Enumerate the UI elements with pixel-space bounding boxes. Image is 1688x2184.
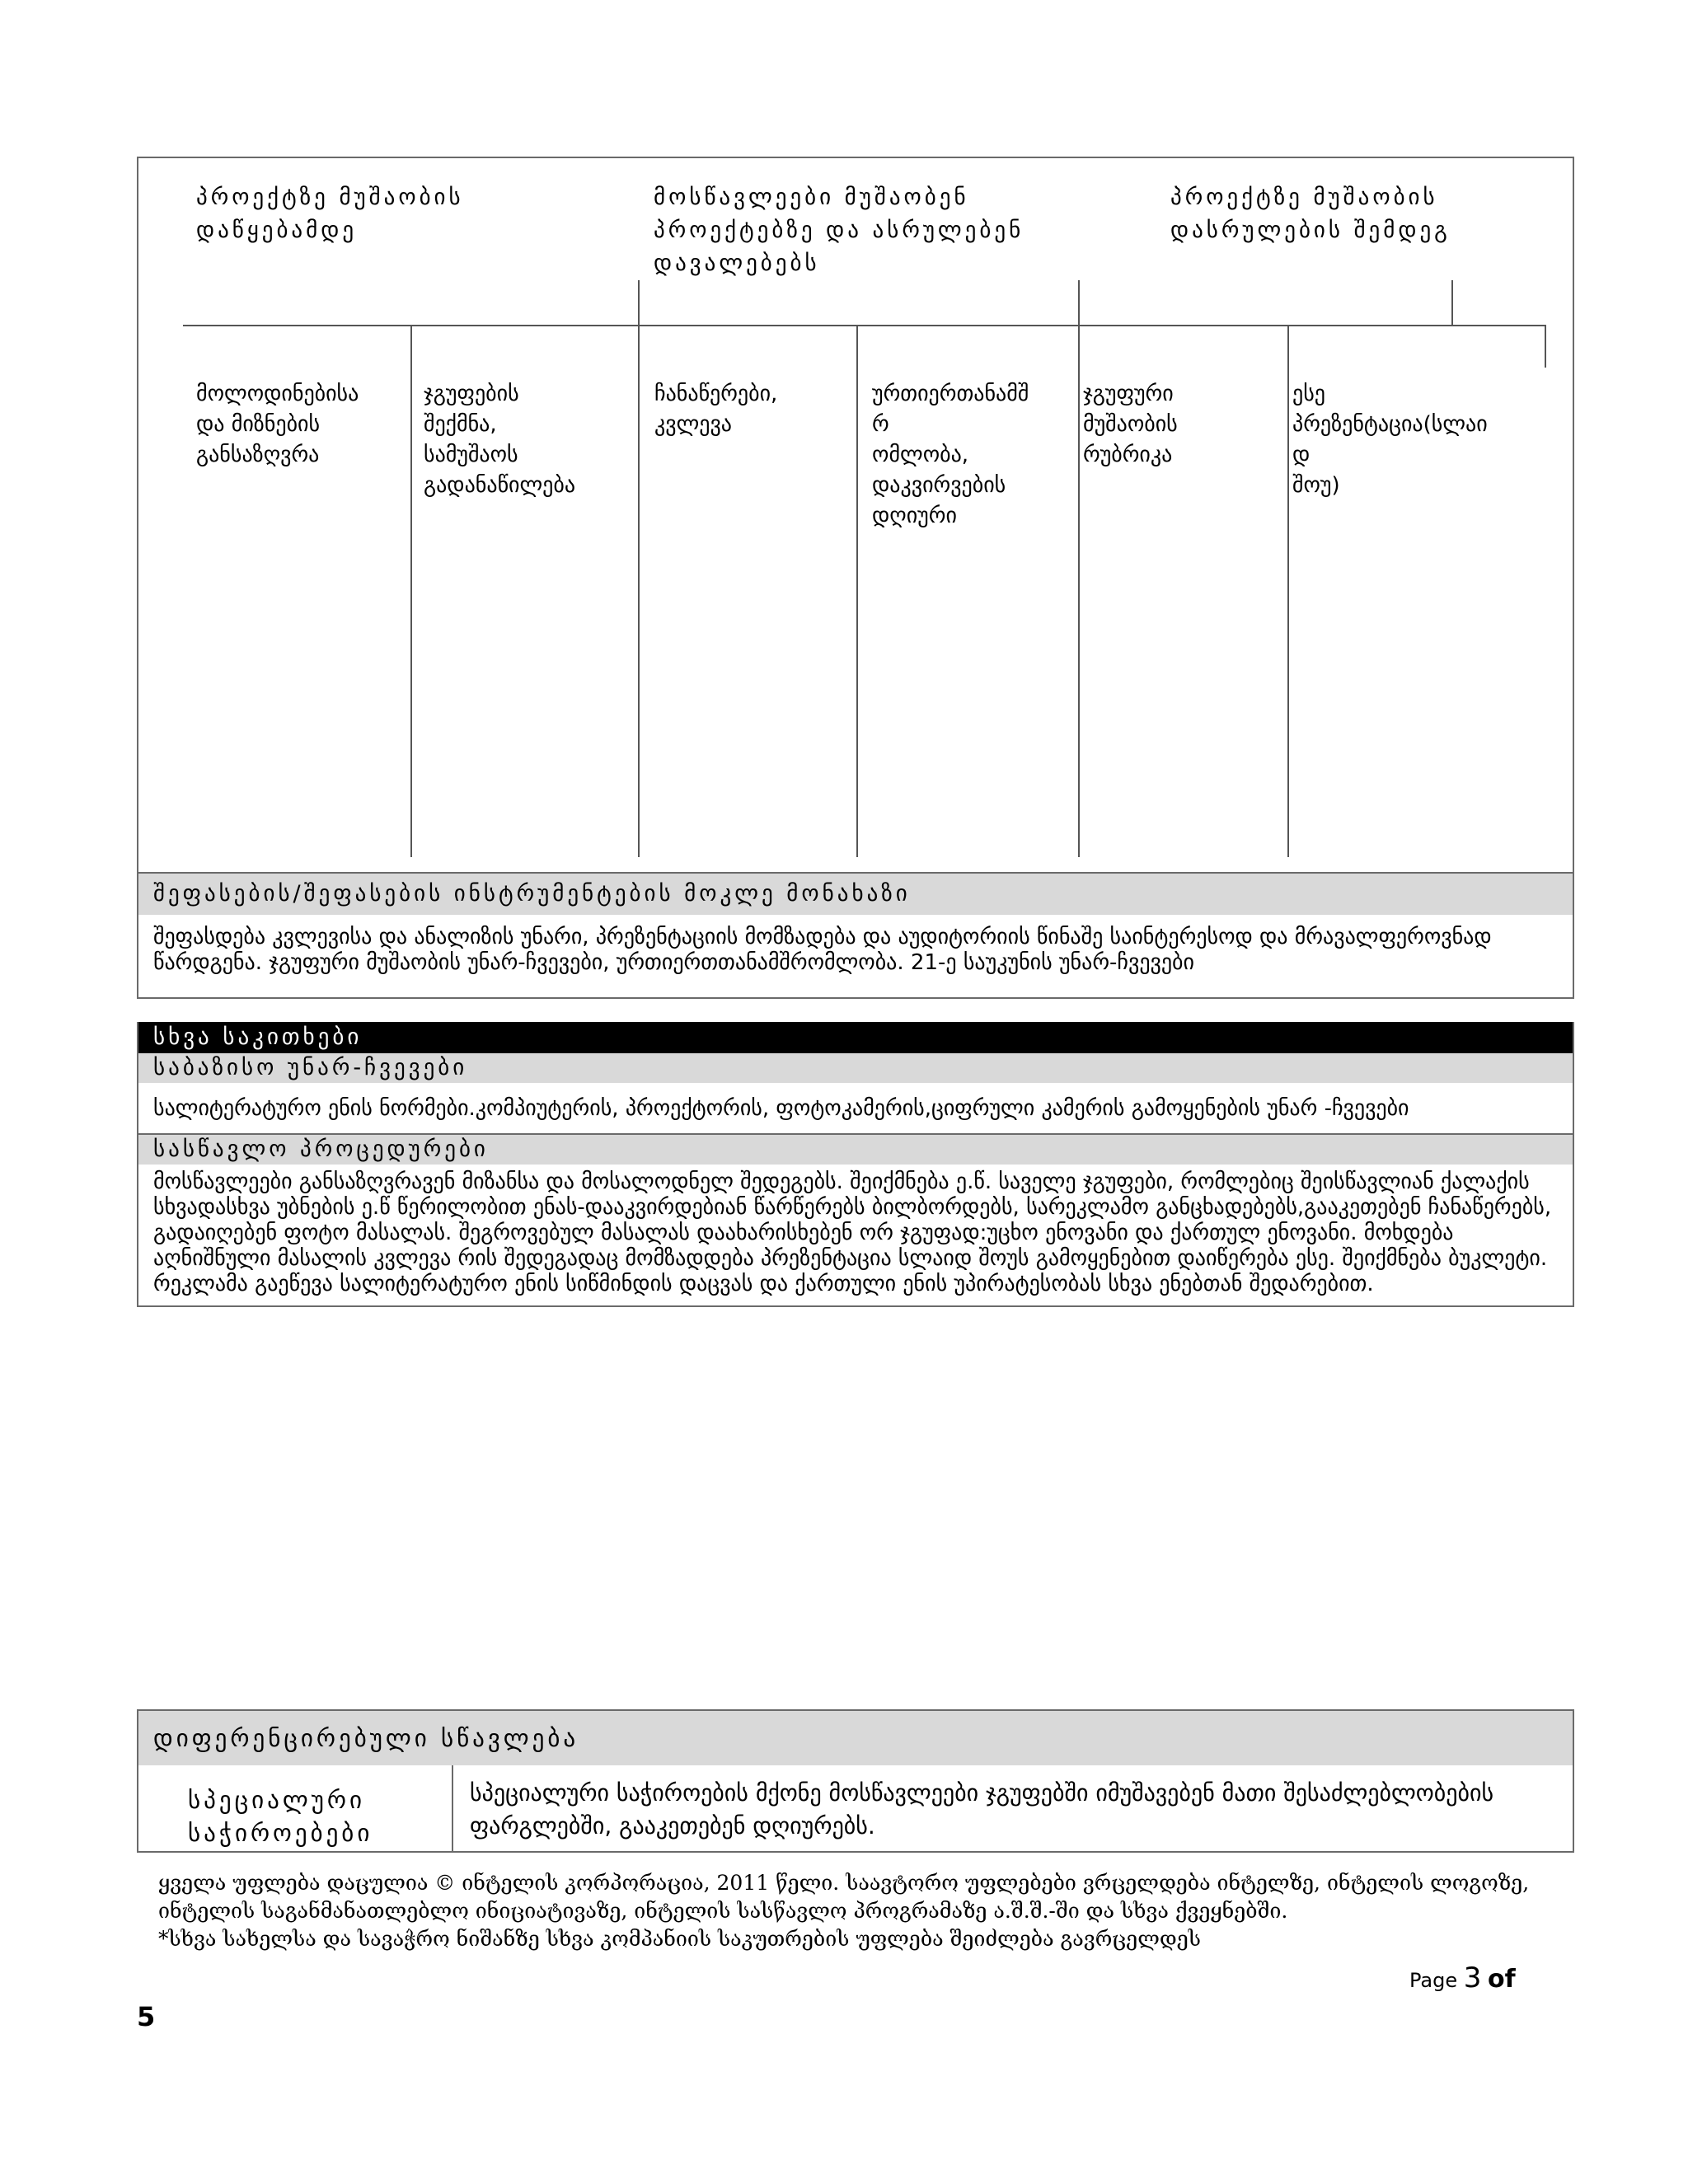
copyright-text: ყველა უფლება დაცულია © ინტელის კორპორაცია, 2011 წელი. საავტორო უფლებები ვრცელდება ინტელზე, ინტელის ლოგოზე, ინტელის საგანმანათლებლო ინიციატივაზე, ინტელის სასწავლო პროგრამაზე ა.შ.შ.-ში და სხვა ქვეყნებში. (158, 1871, 1530, 1923)
differentiated-divider (452, 1765, 453, 1853)
page-total: 5 (137, 2001, 156, 2032)
column-divider (856, 325, 858, 857)
basic-skills-header: საბაზისო უნარ-ჩვევები (138, 1053, 1573, 1083)
copyright-footer (158, 1869, 1576, 1953)
phase-divider (638, 280, 640, 326)
basic-skills-text: სალიტერატურო ენის ნორმები.კომპიუტერის, პროექტორის, ფოტოკამერის,ციფრული კამერის გამოყენების უნარ -ჩვევები (153, 1096, 1409, 1121)
other-header: სხვა საკითხები (138, 1022, 1573, 1053)
special-needs-label-line: საჭიროებები (188, 1819, 373, 1847)
cell-essay: ესე პრეზენტაცია(სლაი დ შოუ) (1292, 382, 1488, 498)
cell-notes: ჩანაწერები, კვლევა (654, 382, 778, 437)
other-section (137, 1022, 1574, 1307)
page-current: 3 (1463, 1961, 1482, 1994)
procedures-header: სასწავლო პროცედურები (138, 1133, 1573, 1165)
cell-rubric: ჯგუფური მუშაობის რუბრიკა (1083, 382, 1178, 467)
differentiated-header: დიფერენცირებული სწავლება (138, 1711, 1573, 1765)
phase-divider (1451, 280, 1453, 326)
cell-expectations: მოლოდინებისა და მიზნების განსაზღვრა (196, 382, 359, 467)
timeline-table (137, 157, 1574, 874)
column-divider (1287, 325, 1289, 857)
cell-groups: ჯგუფების შექმნა, სამუშაოს გადანაწილება (424, 382, 576, 498)
phase-divider (1078, 280, 1080, 326)
special-needs-label (188, 1783, 373, 1849)
column-divider (410, 325, 412, 857)
cell-collaboration: ურთიერთანამშ რ ომლობა, დაკვირვების დღიური (872, 382, 1029, 528)
trademark-text: *სხვა სახელსა და სავაჭრო ნიშანზე სხვა კომპანიის საკუთრების უფლება შეიძლება გავრცელდეს (158, 1927, 1201, 1951)
timeline-axis (183, 325, 1546, 326)
procedures-text: მოსწავლეები განსაზღვრავენ მიზანსა და მოსალოდნელ შედეგებს. შეიქმნება ე.წ. საველე ჯგუფები, რომლებიც შეისწავლიან ქალაქის სხვადასხვა უბნების ე.წ წერილობით ენას-დააკვირდებიან წარწერებს ბილბორდებს, სარეკლამო განცხადებებს,გააკეთებენ ჩანაწერებს, გადაიღებენ ფოტო მასალას. შეგროვებულ მასალას დაახარისხებენ ორ ჯგუფად:უცხო ენოვანი და ქართულ ენოვანი. მოხდება აღნიშნული მასალის კვლევა რის შედეგადაც მომზადდება პრეზენტაცია სლაიდ შოუს გამოყენებით დაიწერება ესე. შეიქმნება ბუკლეტი. რეკლამა გაეწევა სალიტერატურო ენის სიწმინდის დაცვას და ქართული ენის უპირატესობას სხვა ენებთან შედარებით. (138, 1165, 1573, 1307)
assessment-text: შეფასდება კვლევისა და ანალიზის უნარი, პრეზენტაციის მომზადება და აუდიტორიის წინაშე საინტერესოდ და მრავალფეროვნად წარდგენა. ჯგუფური მუშაობის უნარ-ჩვევები, ურთიერთთანამშრომლობა. 21-ე საუკუნის უნარ-ჩვევები (153, 925, 1492, 975)
page-indicator (1409, 1961, 1516, 1994)
phase-during: მოსწავლეები მუშაობენ პროექტებზე და ასრულებენ დავალებებს (654, 185, 1025, 276)
column-divider (638, 325, 640, 857)
page-of: of (1488, 1965, 1516, 1994)
phase-after: პროექტზე მუშაობის დასრულების შემდეგ (1170, 185, 1451, 243)
column-divider (1078, 325, 1080, 857)
timeline-end-tick (1545, 325, 1546, 368)
special-needs-text: სპეციალური საჭიროების მქონე მოსწავლეები ჯგუფებში იმუშავებენ მათი შესაძლებლობების ფარგლებში, გააკეთებენ დღიურებს. (470, 1779, 1494, 1840)
special-needs-label-line: სპეციალური (188, 1786, 366, 1814)
page-label: Page (1409, 1969, 1458, 1992)
differentiated-section (137, 1709, 1574, 1853)
assessment-section (137, 872, 1574, 999)
assessment-header: შეფასების/შეფასების ინსტრუმენტების მოკლე მონახაზი (138, 872, 1573, 915)
phase-before: პროექტზე მუშაობის დაწყებამდე (196, 185, 464, 243)
